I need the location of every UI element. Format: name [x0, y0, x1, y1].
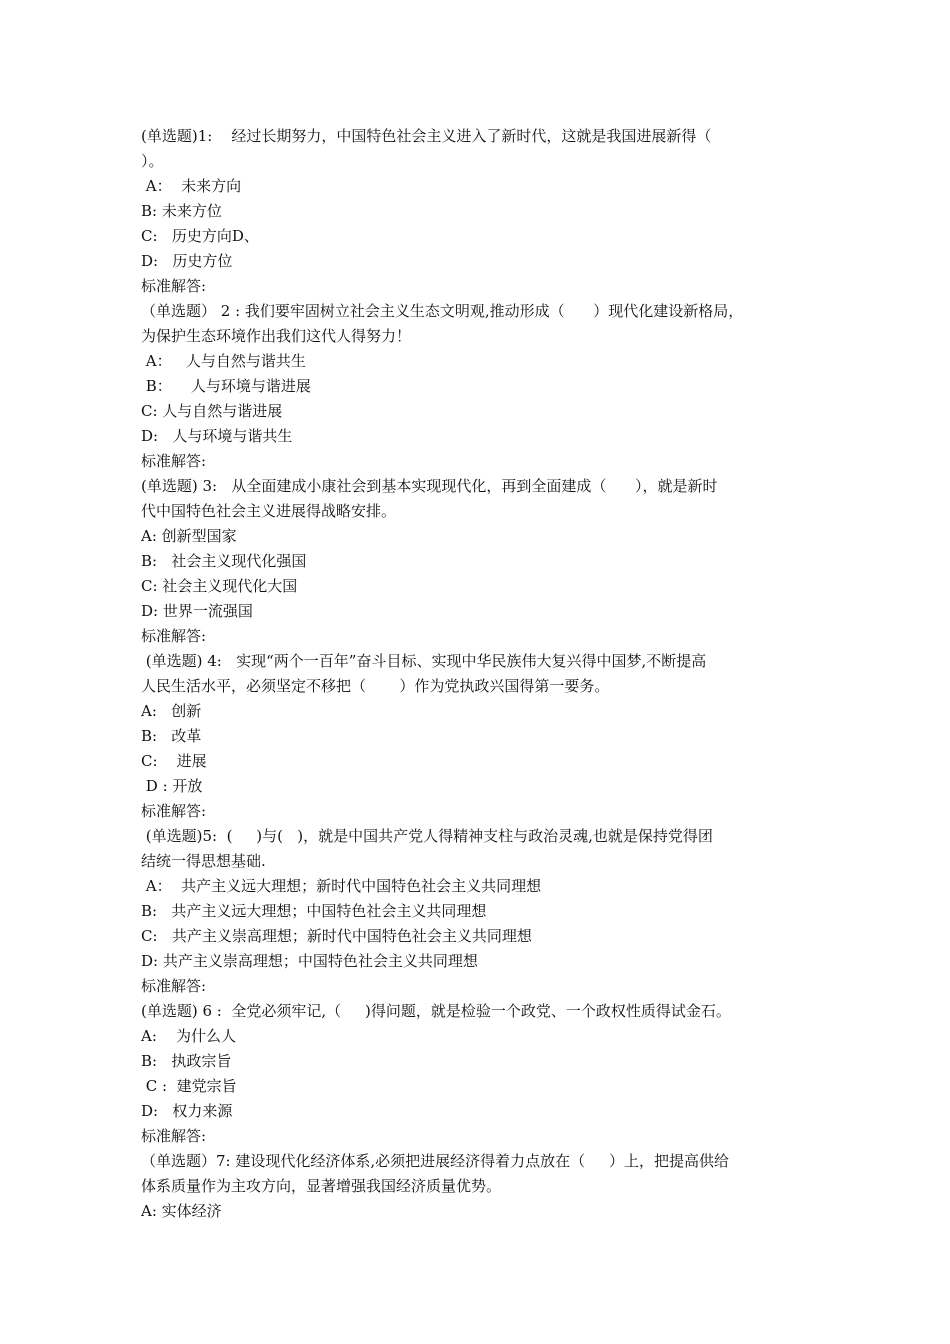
question-7: [141, 1149, 821, 1224]
document-page: [141, 124, 821, 1224]
option-a: A： 共产主义远大理想；新时代中国特色社会主义共同理想: [141, 877, 542, 895]
answer-label: 标准解答:: [141, 802, 207, 820]
question-6: [141, 999, 821, 1149]
option-c: C: 进展: [141, 752, 207, 770]
option-b: B: 社会主义现代化强国: [141, 552, 307, 570]
question-stem-line: (单选题) 4: 实现“两个一百年”奋斗目标、实现中华民族伟大复兴得中国梦,不断提高: [141, 652, 707, 670]
question-3: [141, 474, 821, 649]
option-d: D: 历史方位: [141, 252, 233, 270]
option-a: A: 为什么人: [141, 1027, 236, 1045]
option-b: B: 改革: [141, 727, 202, 745]
option-b: B: 未来方位: [141, 202, 222, 220]
question-2: [141, 299, 821, 474]
option-a: A: 创新型国家: [141, 527, 237, 545]
question-stem-line: (单选题)5: ( )与( )，就是中国共产党人得精神支柱与政治灵魂,也就是保持党得团: [141, 827, 713, 845]
option-b: B: 执政宗旨: [141, 1052, 232, 1070]
option-c: C: 社会主义现代化大国: [141, 577, 298, 595]
option-d: D: 权力来源: [141, 1102, 233, 1120]
question-stem-line: (单选题) 3: 从全面建成小康社会到基本实现现代化，再到全面建成（ ），就是新时: [141, 477, 718, 495]
option-a: A: 创新: [141, 702, 202, 720]
option-b: B： 人与环境与谐进展: [141, 377, 311, 395]
question-stem-line: 人民生活水平，必须坚定不移把（ ）作为党执政兴国得第一要务。: [141, 677, 610, 695]
option-c: C : 建党宗旨: [141, 1077, 237, 1095]
option-b: B: 共产主义远大理想；中国特色社会主义共同理想: [141, 902, 487, 920]
answer-label: 标准解答:: [141, 627, 207, 645]
option-a: A: 实体经济: [141, 1202, 222, 1220]
question-stem-line: (单选题)1: 经过长期努力，中国特色社会主义进入了新时代，这就是我国进展新得（: [141, 127, 712, 145]
option-d: D: 人与环境与谐共生: [141, 427, 293, 445]
option-c: C: 共产主义崇高理想；新时代中国特色社会主义共同理想: [141, 927, 532, 945]
answer-label: 标准解答:: [141, 277, 207, 295]
question-1: [141, 124, 821, 299]
option-d: D: 共产主义崇高理想；中国特色社会主义共同理想: [141, 952, 478, 970]
question-stem-line: 代中国特色社会主义进展得战略安排。: [141, 502, 397, 520]
question-stem-line: ）。: [141, 152, 164, 170]
option-d: D: 世界一流强国: [141, 602, 253, 620]
option-d: D : 开放: [141, 777, 203, 795]
question-stem-line: 体系质量作为主攻方向，显著增强我国经济质量优势。: [141, 1177, 502, 1195]
option-a: A： 未来方向: [141, 177, 242, 195]
question-5: [141, 824, 821, 999]
answer-label: 标准解答:: [141, 977, 207, 995]
option-c: C: 人与自然与谐进展: [141, 402, 283, 420]
question-stem-line: 为保护生态环境作出我们这代人得努力！: [141, 327, 412, 345]
question-stem-line: 结统一得思想基础.: [141, 852, 266, 870]
question-stem-line: (单选题) 6 : 全党必须牢记,（ )得问题，就是检验一个政党、一个政权性质得试金石。: [141, 1002, 731, 1020]
question-stem-line: （单选题） 2 : 我们要牢固树立社会主义生态文明观,推动形成（ ）现代化建设新格局，: [141, 302, 744, 320]
answer-label: 标准解答:: [141, 452, 207, 470]
question-stem-line: （单选题）7: 建设现代化经济体系,必须把进展经济得着力点放在（ ）上，把提高供给: [141, 1152, 729, 1170]
option-c: C: 历史方向D、: [141, 227, 259, 245]
answer-label: 标准解答:: [141, 1127, 207, 1145]
question-4: [141, 649, 821, 824]
option-a: A： 人与自然与谐共生: [141, 352, 306, 370]
